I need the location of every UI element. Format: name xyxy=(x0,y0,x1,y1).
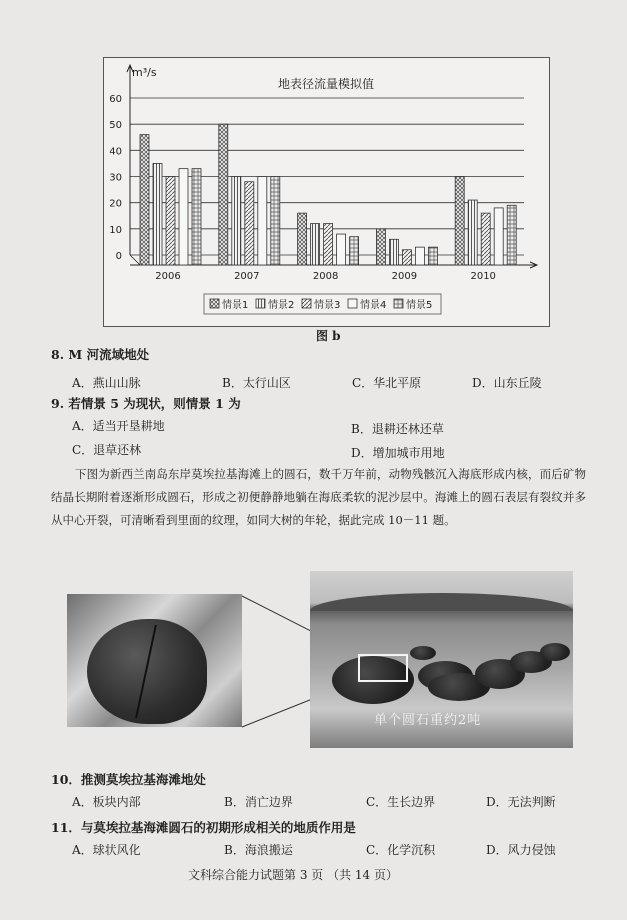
figure-caption: 图 b xyxy=(316,329,341,343)
question-9-option-b: B．退耕还林还草 xyxy=(351,422,444,436)
question-8-option-a: A．燕山山脉 xyxy=(72,376,141,390)
question-8-option-b: B．太行山区 xyxy=(222,376,291,390)
question-9-option-c: C．退草还林 xyxy=(72,443,142,457)
beach-boulders-photo xyxy=(310,571,573,748)
page-footer: 文科综合能力试题第 3 页 （共 14 页） xyxy=(188,868,398,882)
question-11-option-a: A．球状风化 xyxy=(72,843,141,857)
y-tick-label: 60 xyxy=(109,94,122,105)
question-10-option-c: C．生长边界 xyxy=(366,795,436,809)
question-8-option-c: C．华北平原 xyxy=(352,376,422,390)
x-tick-label: 2006 xyxy=(155,271,181,282)
reading-passage: 下图为新西兰南岛东岸莫埃拉基海滩上的圆石，数千万年前，动物残骸沉入海底形成内核，而后矿物结晶长期附着逐渐形成圆石，形成之初便静静地躺在海底柔软的泥沙层中。海滩上的圆石表层有裂纹并多从中心开裂，可清晰看到里面的纹理，如同大树的年轮，据此完成 10－11 题。 xyxy=(51,467,586,527)
legend-label: 情景1 xyxy=(222,300,249,311)
legend-label: 情景5 xyxy=(406,300,433,311)
question-10-option-b: B．消亡边界 xyxy=(224,795,293,809)
question-10-option-d: D．无法判断 xyxy=(486,795,556,809)
boulder-shape xyxy=(540,643,570,661)
x-tick-label: 2007 xyxy=(234,271,260,282)
distant-hills xyxy=(310,593,573,611)
legend-label: 情景4 xyxy=(360,300,387,311)
question-8-option-d: D．山东丘陵 xyxy=(472,376,542,390)
closeup-frame xyxy=(358,654,408,682)
boulder-shape xyxy=(410,646,436,660)
y-tick-label: 30 xyxy=(109,172,122,184)
legend-label: 情景3 xyxy=(314,300,341,311)
question-8-stem: 8. M 河流域地处 xyxy=(51,347,150,362)
question-11-option-c: C．化学沉积 xyxy=(366,843,436,857)
question-9-option-a: A．适当开垦耕地 xyxy=(72,419,165,433)
legend-label: 情景2 xyxy=(268,300,295,311)
x-tick-label: 2009 xyxy=(391,271,418,282)
chart-title: 地表径流量模拟值 xyxy=(277,77,375,91)
question-11-option-b: B．海浪搬运 xyxy=(224,843,293,857)
question-10-stem: 10．推测莫埃拉基海滩地处 xyxy=(51,772,206,787)
question-9-stem: 9. 若情景 5 为现状，则情景 1 为 xyxy=(51,396,241,411)
x-tick-label: 2008 xyxy=(312,271,339,282)
y-tick-label: 50 xyxy=(109,120,122,132)
photo-handwriting: 单个圆石重约2吨 xyxy=(374,713,482,728)
y-tick-label: 0 xyxy=(115,251,122,262)
x-tick-label: 2010 xyxy=(470,271,496,282)
question-11-stem: 11．与莫埃拉基海滩圆石的初期形成相关的地质作用是 xyxy=(51,820,356,835)
question-9-option-d: D．增加城市用地 xyxy=(351,446,445,460)
question-10-option-a: A．板块内部 xyxy=(72,795,141,809)
question-11-option-d: D．风力侵蚀 xyxy=(486,843,556,857)
y-tick-label: 40 xyxy=(109,146,122,158)
y-tick-label: 20 xyxy=(109,198,122,210)
y-tick-label: 10 xyxy=(109,224,122,236)
y-axis-unit: m³/s xyxy=(132,66,157,79)
